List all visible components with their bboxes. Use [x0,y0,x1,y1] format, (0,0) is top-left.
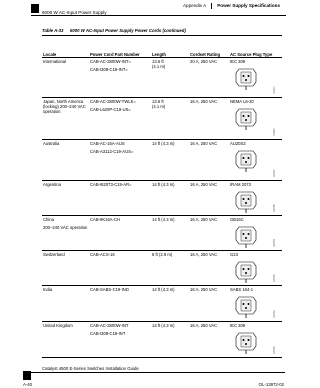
cell-length [151,286,189,322]
locale-text: Switzerland [43,252,65,257]
footer-page-number: A-40 [23,382,33,387]
locale-note: 200–240 VAC operation [43,225,88,231]
locale-text: United Kingdom [43,323,73,328]
cell-locale [42,98,89,140]
plug-type-label: IEC 309 [230,59,246,64]
cell-plug-type [229,140,282,181]
part-number: CAB-I309-C19-INT [90,331,126,337]
col-plug-type: AC Source Plug Type [229,36,282,58]
rating-value: 16 A, 250 VAC [190,141,218,146]
table-row [42,58,282,98]
cell-part-number [89,251,151,286]
part-number: CAB-SABS-C19-IND [90,287,129,292]
cell-part-number [89,322,151,358]
header-title: Power Supply Specifications [217,3,280,9]
locale-text: India [43,287,53,292]
cell-plug-type [229,251,282,286]
length-value: 14 ft (4.3 m) [152,141,175,146]
table-row [42,98,282,140]
running-header [183,3,280,9]
part-number: CAB-AC-2800W-TWLK= [90,99,136,104]
cell-cordset-rating [189,140,229,181]
rating-value: 16 A, 250 VAC [190,252,218,257]
rating-value: 16 A, 250 VAC [190,182,218,187]
footer-rule [23,372,285,373]
cell-plug-type [229,286,282,322]
cell-plug-type [229,216,282,251]
col-cordset-rating: Cordset Rating [189,36,229,58]
cell-length [151,140,189,181]
power-cord-table [42,35,282,358]
cell-locale [42,140,89,181]
plug-type-label: G23 [230,252,238,257]
plug-illustration-icon [233,294,259,319]
cell-locale [42,322,89,358]
table-title: 6000 W AC-Input Power Supply Power Cords (continued) [70,28,186,33]
length-value: 14 ft (4.3 m) [152,323,175,328]
part-number: CAB-AC-2800W-INT= [90,59,131,64]
cell-locale [42,181,89,216]
part-number: CAB-A3112-C19-AUS= [90,149,134,155]
plug-illustration-icon [233,330,259,355]
locale-text: China [43,217,54,222]
table-header-row [42,36,282,58]
part-number: CAB-ACS-16 [90,252,115,257]
col-length: Length [151,36,189,58]
table-caption [42,28,186,33]
rating-value: 16 A, 250 VAC [190,99,218,104]
col-part-number: Power Cord Part Number [89,36,151,58]
length-value: 14 ft (4.3 m) [152,287,175,292]
cell-cordset-rating [189,58,229,98]
rating-value: 20 A, 250 VAC [190,59,218,64]
plug-type-label: GB16C [230,217,244,222]
table-number: Table A-33 [42,28,64,33]
plug-illustration-icon [233,259,259,283]
rating-value: 16 A, 250 VAC [190,217,218,222]
table-row [42,251,282,286]
plug-illustration-icon [233,148,259,178]
part-number: CAB-L620P-C19-US= [90,107,131,113]
length-value: 14 ft (4.3 m) [152,217,175,222]
header-separator [211,3,212,9]
part-number: CAB-AC-16A-AUS [90,141,125,146]
header-subsection: 6000 W AC-Input Power Supply [42,10,107,15]
cell-length [151,251,189,286]
plug-illustration-icon [233,106,259,137]
cell-plug-type [229,322,282,358]
plug-type-label: SABS 164-1 [230,287,254,292]
locale-text: Australia [43,141,60,146]
cell-part-number [89,98,151,140]
part-number: CAB-I309-C19-INT= [90,67,128,73]
figure-id: 129782 [274,274,276,282]
part-number: CAB-I82073-C19-AR= [90,182,132,187]
figure-id: 129784 [274,239,276,247]
cell-part-number [89,58,151,98]
cell-plug-type [229,58,282,98]
cell-cordset-rating [189,98,229,140]
table-row [42,216,282,251]
table-row [42,322,282,358]
cell-cordset-rating [189,286,229,322]
cell-locale [42,58,89,98]
cell-cordset-rating [189,181,229,216]
plug-illustration-icon [233,66,259,95]
part-number: CAB-9K16A-CH [90,217,121,222]
length-value: 8 ft (2.9 m) [152,252,173,257]
cell-cordset-rating [189,322,229,358]
footer-guide-title: Catalyst 4500 E-Series Switches Installation Guide [42,366,139,371]
cell-locale [42,216,89,251]
cell-part-number [89,216,151,251]
cell-part-number [89,181,151,216]
header-section: Appendix A [182,3,207,9]
plug-type-label: AU20S3 [230,141,246,146]
figure-id: 129782 [274,346,276,354]
figure-id: 129781 [274,169,276,177]
header-bar-mark [31,4,39,13]
figure-id: 130981 [274,128,276,136]
table-row [42,286,282,322]
locale-text: International [43,59,67,64]
plug-illustration-icon [233,189,259,213]
cell-length [151,181,189,216]
footer-doc-id: OL-13972-02 [258,382,284,387]
cell-length [151,216,189,251]
cell-plug-type [229,98,282,140]
length-value: 14 ft (4.3 m) [152,182,175,187]
length-value: 13.6 ft [152,59,164,64]
cell-part-number [89,286,151,322]
locale-text: Argentina [43,182,61,187]
part-number: CAB-AC-2800W-INT [90,323,129,328]
length-metric: (4.1 m) [152,64,166,70]
cell-locale [42,286,89,322]
table-row [42,181,282,216]
cell-part-number [89,140,151,181]
header-rule [31,15,286,16]
table-row [42,140,282,181]
figure-id: 129785 [274,204,276,212]
plug-type-label: IEC 309 [230,323,246,328]
length-metric: (4.1 m) [152,104,166,110]
plug-type-label: NEMA L6-20 [230,99,254,104]
rating-value: 16 A, 250 VAC [190,323,218,328]
plug-illustration-icon [233,224,259,248]
cell-plug-type [229,181,282,216]
figure-id: 130977 [274,86,276,94]
cell-cordset-rating [189,216,229,251]
plug-type-label: IRAM 2073 [230,182,251,187]
figure-id: 129783 [274,310,276,318]
cell-locale [42,251,89,286]
rating-value: 16 A, 250 VAC [190,287,218,292]
col-locale: Locale [42,36,89,58]
cell-length [151,98,189,140]
locale-text: Japan, North America (locking) 200–240 VAC operation [43,99,86,115]
length-value: 13.6 ft [152,99,164,104]
cell-length [151,322,189,358]
cell-length [151,58,189,98]
cell-cordset-rating [189,251,229,286]
